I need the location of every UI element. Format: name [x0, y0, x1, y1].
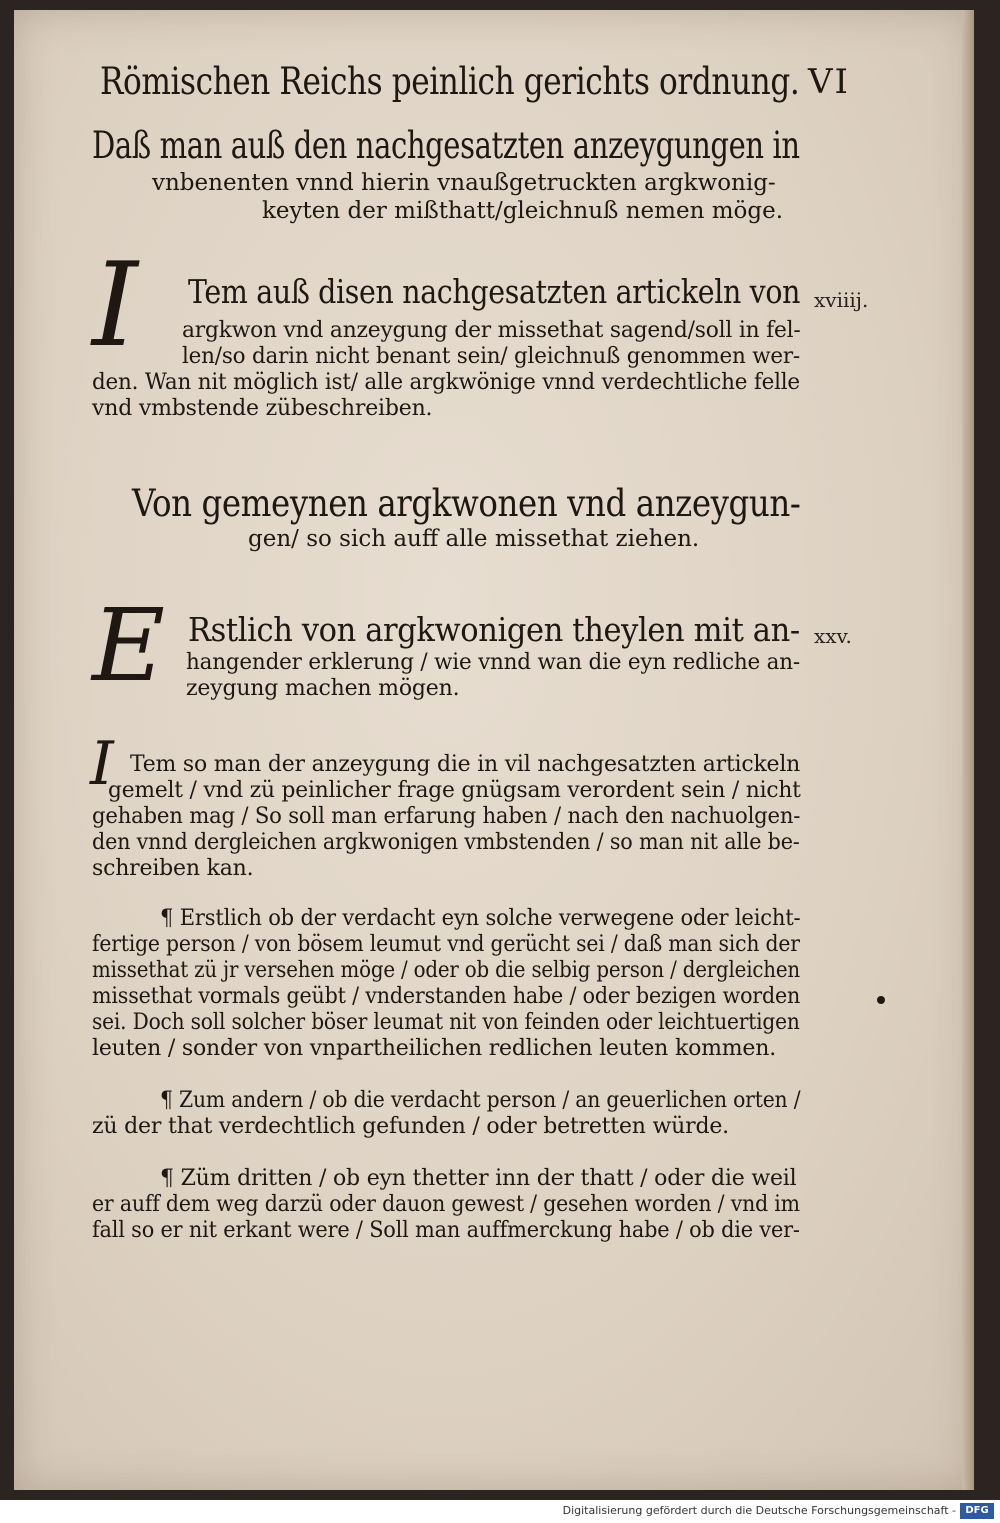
- paragraph-1-line-4: missethat vormals geübt / vnderstanden habe / oder bezigen worden: [92, 984, 801, 1009]
- section-3-lead: Rstlich von argkwonigen theylen mit an-: [188, 610, 800, 649]
- section-4-line-3: gehaben mag / So soll man erfarung haben / nach den nachuolgen-: [92, 804, 801, 829]
- section-1-lead: Tem auß disen nachgesatzten artickeln von: [188, 272, 801, 311]
- paragraph-1-line-6: leuten / sonder von vnpartheilichen redlichen leuten kommen.: [92, 1036, 777, 1061]
- section-heading-2-line2: gen/ so sich auff alle missethat ziehen.: [248, 526, 700, 552]
- section-heading-1-line2: vnbenenten vnnd hierin vnaußgetruckten argkwonig-: [152, 170, 776, 196]
- folio-number: VI: [808, 62, 850, 102]
- paragraph-2-line-2: zü der that verdechtlich gefunden / oder betretten würde.: [92, 1114, 729, 1139]
- initial-letter-i: I: [92, 238, 138, 373]
- section-1-line-1: argkwon vnd anzeygung der missethat sagend/soll in fel-: [182, 318, 801, 343]
- paragraph-1-line-3: missethat zü jr versehen möge / oder ob die selbig person / dergleichen: [92, 958, 800, 983]
- paragraph-3-line-1: ¶ Züm dritten / ob eyn thetter inn der thatt / oder die weil: [160, 1166, 797, 1191]
- section-4-line-1: Tem so man der anzeygung die in vil nachgesatzten artickeln: [130, 752, 801, 777]
- paragraph-2-line-1: ¶ Zum andern / ob die verdacht person / an geuerlichen orten /: [160, 1088, 801, 1113]
- section-4-line-2: gemelt / vnd zü peinlicher frage gnügsam verordent sein / nicht: [108, 778, 801, 803]
- section-3-line-2: zeygung machen mögen.: [186, 676, 460, 701]
- section-1-line-3: den. Wan nit möglich ist/ alle argkwönige vnnd verdechtliche felle: [92, 370, 800, 395]
- paragraph-1-line-1: ¶ Erstlich ob der verdacht eyn solche verwegene oder leicht-: [160, 906, 801, 931]
- footer-bar: [0, 1500, 1000, 1523]
- margin-dot: [877, 996, 885, 1004]
- margin-number-2: xxv.: [814, 624, 852, 648]
- paragraph-3-line-3: fall so er nit erkant were / Soll man auffmerckung habe / ob die ver-: [92, 1218, 800, 1243]
- footer-credit: Digitalisierung gefördert durch die Deutsche Forschungsgemeinschaft -: [562, 1504, 956, 1517]
- section-4-line-4: den vnnd dergleichen argkwonigen vmbstenden / so man nit alle be-: [92, 830, 800, 855]
- section-4-line-5: schreiben kan.: [92, 856, 254, 881]
- page-edge: [962, 10, 974, 1490]
- section-1-line-4: vnd vmbstende zübeschreiben.: [92, 396, 433, 421]
- section-3-line-1: hangender erklerung / wie vnnd wan die eyn redliche an-: [186, 650, 800, 675]
- book-page: [14, 10, 974, 1490]
- section-heading-1: Daß man auß den nachgesatzten anzeygungen in: [92, 124, 800, 167]
- dfg-logo: DFG: [960, 1503, 994, 1519]
- paragraph-1-line-2: fertige person / von bösem leumut vnd gerücht sei / daß man sich der: [92, 932, 800, 957]
- paragraph-3-line-2: er auff dem weg darzü oder dauon gewest / gesehen worden / vnd im: [92, 1192, 800, 1217]
- initial-letter-i-small: I: [90, 729, 114, 799]
- section-heading-2: Von gemeynen argkwonen vnd anzeygun-: [132, 482, 801, 525]
- paragraph-1-line-5: sei. Doch soll solcher böser leumat nit von feinden oder leichtuertigen: [92, 1010, 800, 1035]
- section-heading-1-line3: keyten der mißthatt/gleichnuß nemen möge.: [262, 198, 784, 224]
- running-head: Römischen Reichs peinlich gerichts ordnung.: [100, 60, 800, 103]
- margin-number-1: xviiij.: [814, 288, 869, 312]
- section-1-line-2: len/so darin nicht benant sein/ gleichnuß genommen wer-: [182, 344, 800, 369]
- initial-letter-e: E: [92, 587, 165, 704]
